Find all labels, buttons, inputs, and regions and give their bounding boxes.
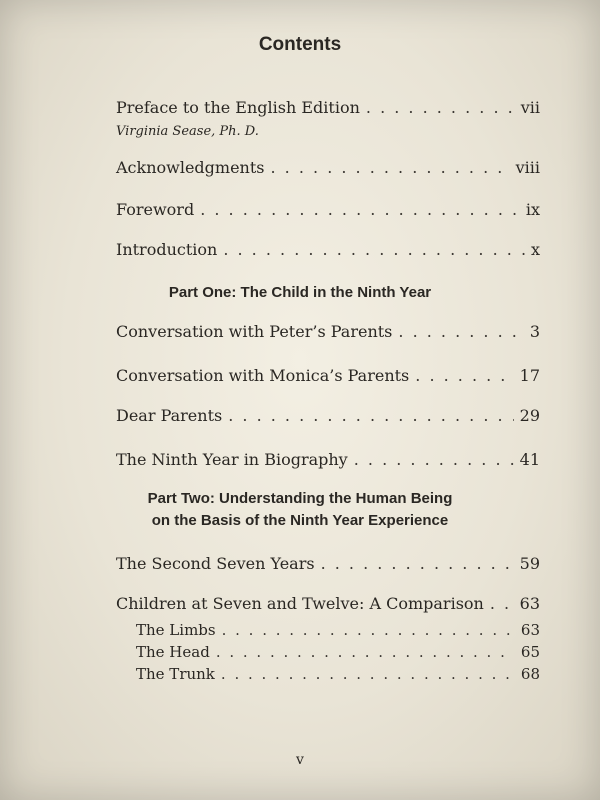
dot-leader — [415, 366, 513, 386]
toc-entry-title: Preface to the English Edition — [116, 98, 360, 117]
dot-leader — [354, 450, 514, 470]
toc-entry-title: Introduction — [116, 240, 218, 259]
dot-leader — [228, 406, 513, 426]
toc-subentry-page: 65 — [520, 643, 540, 661]
toc-entry — [116, 200, 540, 220]
toc-entry-title: Children at Seven and Twelve: A Comparison — [116, 594, 484, 613]
part-one-heading: Part One: The Child in the Ninth Year — [168, 284, 432, 301]
toc-entry-page: x — [530, 240, 540, 259]
dot-leader — [271, 158, 510, 178]
dot-leader — [216, 642, 515, 662]
toc-entry-page: vii — [520, 98, 540, 117]
dot-leader — [200, 200, 520, 220]
toc-entry — [116, 554, 540, 574]
toc-entry-page: 41 — [519, 450, 540, 469]
preface-author: Virginia Sease, Ph. D. — [116, 124, 259, 139]
page-number: v — [296, 752, 304, 768]
toc-entry-title: The Ninth Year in Biography — [116, 450, 348, 469]
toc-subentry-page: 63 — [520, 621, 540, 639]
toc-subentry-title: The Head — [136, 643, 210, 661]
toc-entry-page: 29 — [519, 406, 540, 425]
dot-leader — [398, 322, 523, 342]
toc-entry-title: Conversation with Monica’s Parents — [116, 366, 410, 385]
dot-leader — [222, 620, 515, 640]
toc-entry-title: Dear Parents — [116, 406, 223, 425]
dot-leader — [490, 594, 514, 614]
page-title: Contents — [258, 34, 342, 55]
toc-entry — [116, 406, 540, 426]
part-two-heading-line1: Part Two: Understanding the Human Being — [147, 490, 453, 507]
toc-entry-page: 59 — [519, 554, 540, 573]
toc-entry-title: Acknowledgments — [116, 158, 265, 177]
toc-entry-page: 3 — [529, 322, 540, 341]
toc-subentry — [136, 664, 540, 684]
toc-entry-title: Foreword — [116, 200, 195, 219]
toc-entry-page: 63 — [519, 594, 540, 613]
dot-leader — [321, 554, 514, 574]
dot-leader — [221, 664, 515, 684]
toc-entry — [116, 158, 540, 178]
toc-entry — [116, 450, 540, 470]
toc-entry-page: viii — [515, 158, 540, 177]
toc-subentry-title: The Trunk — [136, 665, 215, 683]
toc-subentry-title: The Limbs — [136, 621, 216, 639]
toc-subentry — [136, 620, 540, 640]
toc-entry — [116, 322, 540, 342]
toc-subentry-page: 68 — [520, 665, 540, 683]
toc-subentry — [136, 642, 540, 662]
toc-entry-title: The Second Seven Years — [116, 554, 315, 573]
toc-entry — [116, 594, 540, 614]
toc-entry-title: Conversation with Peter’s Parents — [116, 322, 393, 341]
toc-entry — [116, 240, 540, 260]
dot-leader — [223, 240, 525, 260]
dot-leader — [366, 98, 515, 118]
toc-entry-page: 17 — [519, 366, 540, 385]
toc-entry-page: ix — [525, 200, 540, 219]
toc-entry — [116, 98, 540, 118]
part-two-heading-line2: on the Basis of the Ninth Year Experience — [151, 512, 449, 529]
part-two-heading — [0, 488, 600, 532]
toc-entry — [116, 366, 540, 386]
